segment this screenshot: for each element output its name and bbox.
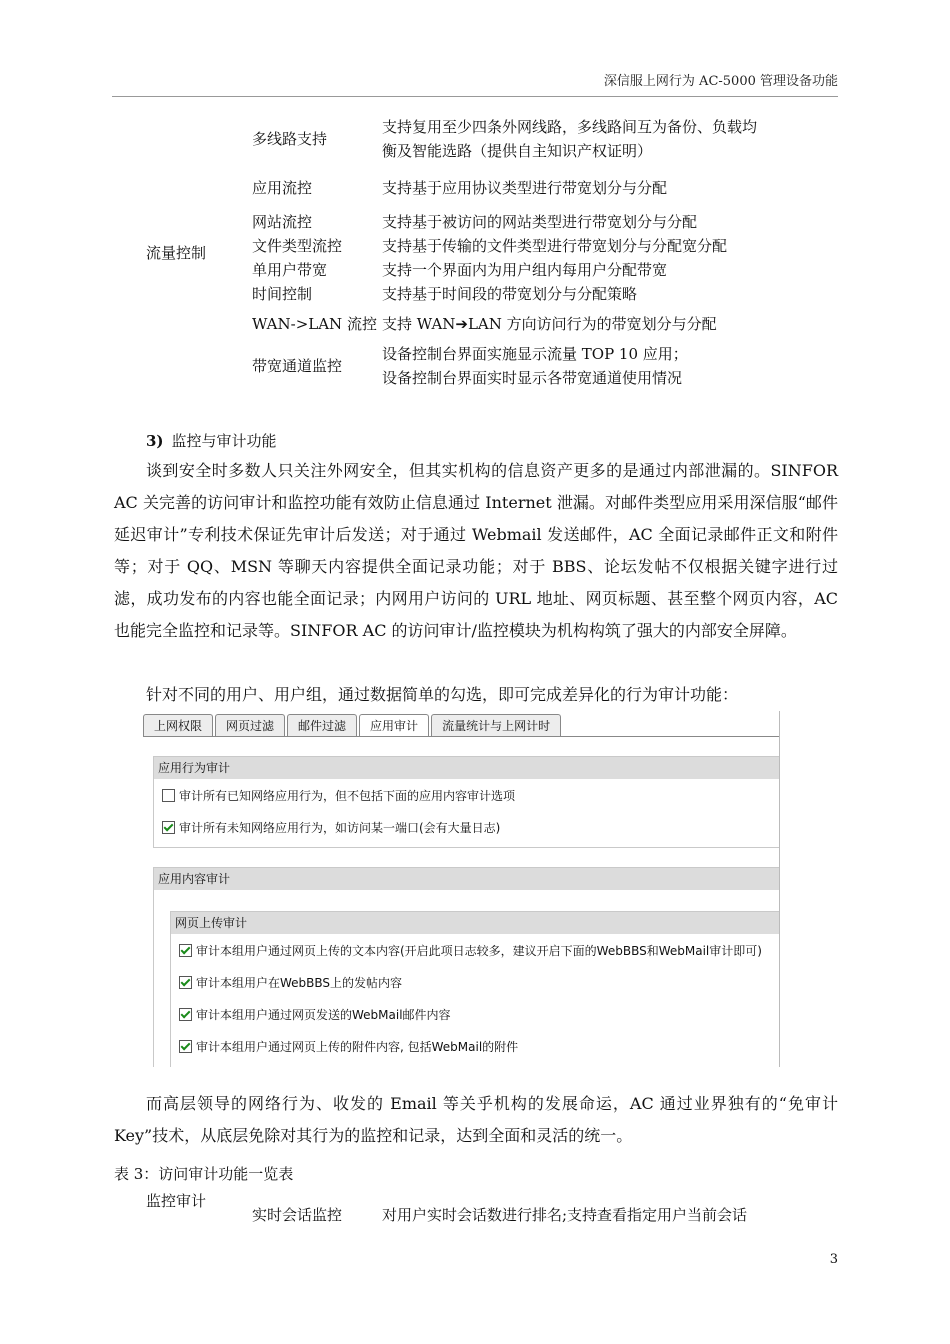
desc-cell (382, 112, 812, 166)
desc-cell: 支持基于时间段的带宽划分与分配策略 (382, 285, 638, 303)
option-label: 审计本组用户通过网页发送的WebMail邮件内容 (196, 1007, 451, 1022)
desc-cell: 支持基于应用协议类型进行带宽划分与分配 (382, 179, 668, 197)
checkbox[interactable] (162, 789, 175, 802)
app-behavior-group (153, 756, 780, 848)
desc-cell (382, 339, 812, 393)
tab-traffic-stats[interactable]: 流量统计与上网计时 (431, 714, 561, 736)
item-cell: 单用户带宽 (252, 261, 328, 279)
checkbox-checked[interactable] (179, 1008, 192, 1021)
audit-table (146, 1190, 747, 1225)
table-row (146, 112, 812, 166)
desc-line: 衡及智能选路（提供自主知识产权证明） (382, 142, 653, 160)
desc-cell: 支持一个界面内为用户组内每用户分配带宽 (382, 261, 668, 279)
item-cell: 多线路支持 (252, 130, 328, 148)
item-cell: 实时会话监控 (252, 1206, 343, 1224)
page-header: 深信服上网行为 AC-5000 管理设备功能 (603, 74, 838, 89)
checkbox-checked[interactable] (162, 821, 175, 834)
paragraph: 针对不同的用户、用户组，通过数据简单的勾选，即可完成差异化的行为审计功能： (146, 685, 739, 704)
section-number: 3) (146, 432, 164, 450)
option-web-upload-text[interactable] (171, 934, 780, 966)
category-cell: 监控审计 (146, 1192, 207, 1210)
item-cell: 时间控制 (252, 285, 313, 303)
option-webmail[interactable] (171, 998, 780, 1030)
checkbox-checked[interactable] (179, 1040, 192, 1053)
item-cell: 带宽通道监控 (252, 357, 343, 375)
option-label: 审计本组用户在WebBBS上的发帖内容 (196, 975, 403, 990)
tab-bar (143, 714, 563, 736)
option-known-apps[interactable] (154, 779, 780, 811)
item-cell: 应用流控 (252, 179, 313, 197)
section-title-text: 监控与审计功能 (171, 432, 277, 450)
item-cell: 文件类型流控 (252, 237, 343, 255)
option-label: 审计本组用户通过网页上传的附件内容, 包括WebMail的附件 (196, 1039, 519, 1054)
desc-line: 支持复用至少四条外网线路，多线路间互为备份、负载均 (382, 118, 758, 136)
group-title: 应用内容审计 (154, 868, 780, 890)
group-title: 应用行为审计 (154, 757, 780, 779)
checkbox-checked[interactable] (179, 944, 192, 957)
header-rule (112, 96, 838, 97)
desc-line: 设备控制台界面实施显示流量 TOP 10 应用； (382, 345, 688, 363)
tab-divider (143, 736, 779, 737)
page-number: 3 (829, 1252, 838, 1267)
option-attachments[interactable] (171, 1030, 780, 1062)
option-webbbs[interactable] (171, 966, 780, 998)
tab-mail-filter[interactable]: 邮件过滤 (287, 714, 357, 736)
desc-cell: 支持基于被访问的网站类型进行带宽划分与分配 (382, 213, 698, 231)
section-title (146, 430, 277, 451)
item-cell: 网站流控 (252, 213, 313, 231)
checkbox-checked[interactable] (179, 976, 192, 989)
subgroup-title: 网页上传审计 (171, 912, 780, 934)
option-unknown-apps[interactable] (154, 811, 780, 843)
audit-settings-screenshot (143, 711, 780, 1067)
app-content-group (153, 867, 780, 1067)
flow-control-table (146, 112, 812, 393)
option-label: 审计所有未知网络应用行为，如访问某一端口(会有大量日志) (179, 820, 501, 835)
category-cell: 流量控制 (146, 243, 207, 262)
tab-web-filter[interactable]: 网页过滤 (215, 714, 285, 736)
item-cell: WAN->LAN 流控 (252, 315, 377, 333)
table-row (146, 1190, 747, 1225)
tab-access[interactable]: 上网权限 (143, 714, 213, 736)
table-caption: 表 3：访问审计功能一览表 (114, 1165, 294, 1183)
desc-line: 设备控制台界面实时显示各带宽通道使用情况 (382, 369, 683, 387)
paragraph: 而高层领导的网络行为、收发的 Email 等关乎机构的发展命运，AC 通过业界独有的“免审计 Key”技术，从底层免除对其行为的监控和记录，达到全面和灵活的统一。 (114, 1094, 838, 1145)
option-label: 审计所有已知网络应用行为，但不包括下面的应用内容审计选项 (179, 788, 516, 803)
option-label: 审计本组用户通过网页上传的文本内容(开启此项日志较多，建议开启下面的WebBBS和WebMail审计即可) (196, 943, 762, 958)
desc-cell: 对用户实时会话数进行排名;支持查看指定用户当前会话 (382, 1206, 748, 1224)
desc-cell: 支持基于传输的文件类型进行带宽划分与分配宽分配 (382, 237, 728, 255)
web-upload-group (170, 911, 780, 1067)
desc-cell: 支持 WAN➔LAN 方向访问行为的带宽划分与分配 (382, 315, 717, 333)
paragraph: 谈到安全时多数人只关注外网安全，但其实机构的信息资产更多的是通过内部泄漏的。SINFOR AC 关完善的访问审计和监控功能有效防止信息通过 Internet 泄漏。对邮件类型应用采用深信服“邮件延迟审计”专利技术保证先审计后发送；对于通过 Webmail 发送邮件，AC 全面记录邮件正文和附件等；对于 QQ、MSN 等聊天内容提供全面记录功能；对于 BBS、论坛发帖不仅根据关键字进行过滤，成功发布的内容也能全面记录；内网用户访问的 URL 地址、网页标题、甚至整个网页内容，AC 也能完全监控和记录等。SINFOR AC 的访问审计/监控模块为机构构筑了强大的内部安全屏障。 (114, 461, 838, 640)
tab-app-audit[interactable]: 应用审计 (359, 714, 429, 736)
